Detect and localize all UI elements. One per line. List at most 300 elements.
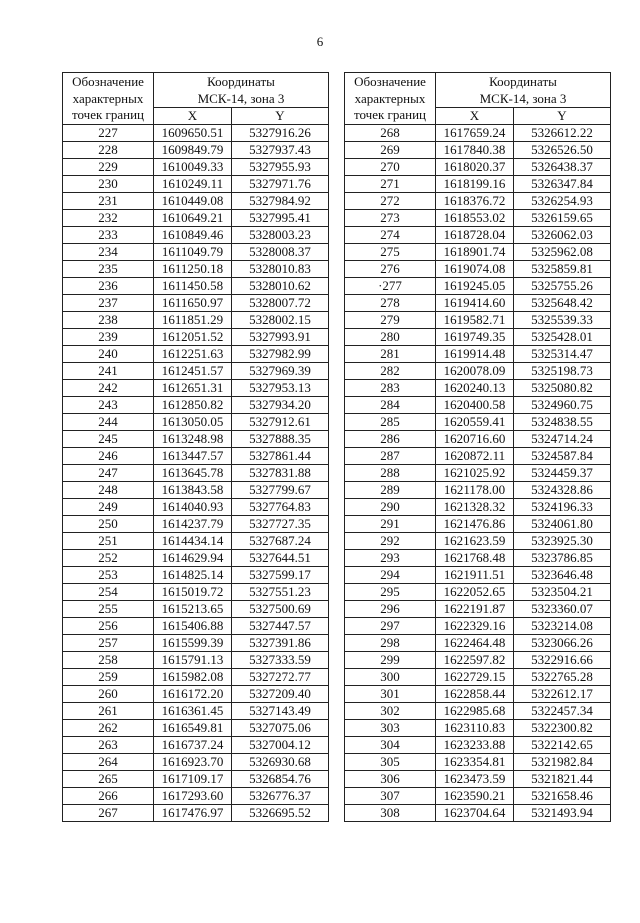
y-coordinate-cell: 5328010.83 — [232, 261, 329, 278]
page-number: 6 — [316, 34, 324, 49]
x-coordinate-cell: 1621911.51 — [436, 567, 514, 584]
y-coordinate-cell: 5327995.41 — [232, 210, 329, 227]
header-coords-line: МСК-14, зона 3 — [479, 90, 567, 106]
table-row — [345, 550, 611, 567]
x-coordinate-cell: 1616172.20 — [154, 686, 232, 703]
x-coordinate-cell: 1613050.05 — [154, 414, 232, 431]
y-coordinate-cell: 5327687.24 — [232, 533, 329, 550]
y-coordinate-cell: 5321493.94 — [514, 805, 611, 822]
x-coordinate-cell: 1613843.58 — [154, 482, 232, 499]
table-row — [345, 244, 611, 261]
table-row — [63, 380, 329, 397]
y-coordinate-cell: 5326930.68 — [232, 754, 329, 771]
x-coordinate-cell: 1613248.98 — [154, 431, 232, 448]
y-coordinate-cell: 5327993.91 — [232, 329, 329, 346]
x-coordinate-cell: 1618553.02 — [436, 210, 514, 227]
point-id-cell: 276 — [345, 261, 436, 278]
header-label-line: характерных — [72, 90, 144, 106]
y-coordinate-cell: 5327004.12 — [232, 737, 329, 754]
x-coordinate-cell: 1619749.35 — [436, 329, 514, 346]
table-row — [345, 584, 611, 601]
table-body — [345, 125, 611, 822]
table-row — [63, 618, 329, 635]
x-coordinate-cell: 1610449.08 — [154, 193, 232, 210]
y-coordinate-cell: 5321658.46 — [514, 788, 611, 805]
x-coordinate-cell: 1621623.59 — [436, 533, 514, 550]
y-coordinate-cell: 5327934.20 — [232, 397, 329, 414]
y-coordinate-cell: 5328003.23 — [232, 227, 329, 244]
table-row — [63, 278, 329, 295]
table-row — [63, 414, 329, 431]
point-id-cell: 291 — [345, 516, 436, 533]
point-id-cell: 262 — [63, 720, 154, 737]
table-row — [345, 533, 611, 550]
header-label-line: Обозначение — [72, 74, 144, 89]
y-coordinate-cell: 5327953.13 — [232, 380, 329, 397]
x-coordinate-cell: 1617109.17 — [154, 771, 232, 788]
table-row — [345, 788, 611, 805]
point-id-cell: 307 — [345, 788, 436, 805]
point-id-cell: 274 — [345, 227, 436, 244]
table-body — [63, 125, 329, 822]
y-coordinate-cell: 5327333.59 — [232, 652, 329, 669]
x-coordinate-cell: 1609650.51 — [154, 125, 232, 142]
table-row — [345, 363, 611, 380]
point-id-cell: 252 — [63, 550, 154, 567]
table-row — [345, 448, 611, 465]
table-row — [345, 312, 611, 329]
x-coordinate-cell: 1622052.65 — [436, 584, 514, 601]
point-id-cell: 269 — [345, 142, 436, 159]
table-row — [345, 346, 611, 363]
point-id-cell: 234 — [63, 244, 154, 261]
point-id-cell: 237 — [63, 295, 154, 312]
point-id-cell: 273 — [345, 210, 436, 227]
y-coordinate-cell: 5321821.44 — [514, 771, 611, 788]
table-row — [63, 703, 329, 720]
y-coordinate-cell: 5327447.57 — [232, 618, 329, 635]
point-id-cell: 227 — [63, 125, 154, 142]
y-coordinate-cell: 5326695.52 — [232, 805, 329, 822]
table-row — [345, 261, 611, 278]
y-coordinate-cell: 5327272.77 — [232, 669, 329, 686]
x-coordinate-cell: 1616549.81 — [154, 720, 232, 737]
point-id-cell: 264 — [63, 754, 154, 771]
table-row — [63, 601, 329, 618]
x-coordinate-cell: 1621768.48 — [436, 550, 514, 567]
y-coordinate-cell: 5324196.33 — [514, 499, 611, 516]
y-coordinate-cell: 5324587.84 — [514, 448, 611, 465]
header-coords-line: Координаты — [489, 74, 557, 89]
table-row — [345, 669, 611, 686]
table-row — [63, 516, 329, 533]
table-row — [345, 176, 611, 193]
table-row — [63, 720, 329, 737]
y-coordinate-cell: 5325755.26 — [514, 278, 611, 295]
table-row — [63, 193, 329, 210]
y-coordinate-cell: 5326612.22 — [514, 125, 611, 142]
header-label-line: характерных — [354, 90, 426, 106]
y-coordinate-cell: 5323646.48 — [514, 567, 611, 584]
point-id-cell: 235 — [63, 261, 154, 278]
table-row — [63, 312, 329, 329]
x-coordinate-cell: 1615213.65 — [154, 601, 232, 618]
x-coordinate-cell: 1621178.00 — [436, 482, 514, 499]
x-coordinate-cell: 1613447.57 — [154, 448, 232, 465]
table-row — [63, 737, 329, 754]
coordinates-header — [436, 73, 611, 108]
y-coordinate-cell: 5324459.37 — [514, 465, 611, 482]
point-id-cell: 287 — [345, 448, 436, 465]
x-coordinate-cell: 1615982.08 — [154, 669, 232, 686]
y-coordinate-cell: 5328002.15 — [232, 312, 329, 329]
point-id-cell: 249 — [63, 499, 154, 516]
x-coordinate-cell: 1610249.11 — [154, 176, 232, 193]
point-id-cell: 272 — [345, 193, 436, 210]
point-id-cell: 300 — [345, 669, 436, 686]
x-coordinate-cell: 1619582.71 — [436, 312, 514, 329]
point-id-cell: 280 — [345, 329, 436, 346]
point-id-cell: 255 — [63, 601, 154, 618]
table-row — [345, 380, 611, 397]
table-row — [63, 686, 329, 703]
coordinates-table-right — [344, 72, 611, 822]
point-id-cell: 290 — [345, 499, 436, 516]
table-row — [63, 159, 329, 176]
x-coordinate-cell: 1619914.48 — [436, 346, 514, 363]
header-coords-line: Координаты — [207, 74, 275, 89]
table-row — [345, 805, 611, 822]
x-coordinate-cell: 1623233.88 — [436, 737, 514, 754]
point-id-cell: 259 — [63, 669, 154, 686]
point-id-cell: 286 — [345, 431, 436, 448]
x-coordinate-cell: 1610049.33 — [154, 159, 232, 176]
y-coordinate-cell: 5324061.80 — [514, 516, 611, 533]
y-coordinate-cell: 5327916.26 — [232, 125, 329, 142]
x-coordinate-cell: 1615406.88 — [154, 618, 232, 635]
point-id-cell: 284 — [345, 397, 436, 414]
table-row — [345, 635, 611, 652]
point-id-cell: 308 — [345, 805, 436, 822]
y-coordinate-cell: 5327912.61 — [232, 414, 329, 431]
point-id-cell: 292 — [345, 533, 436, 550]
header-label-line: точек границ — [71, 107, 145, 122]
table-row — [345, 482, 611, 499]
x-column-header: X — [154, 108, 232, 125]
point-id-cell: 265 — [63, 771, 154, 788]
point-id-cell: 253 — [63, 567, 154, 584]
point-id-cell: 288 — [345, 465, 436, 482]
x-coordinate-cell: 1618901.74 — [436, 244, 514, 261]
point-id-cell: 240 — [63, 346, 154, 363]
x-coordinate-cell: 1622329.16 — [436, 618, 514, 635]
point-id-cell: 306 — [345, 771, 436, 788]
point-id-cell: 246 — [63, 448, 154, 465]
table-row — [63, 346, 329, 363]
table-row — [345, 567, 611, 584]
x-coordinate-cell: 1612251.63 — [154, 346, 232, 363]
point-id-cell: 263 — [63, 737, 154, 754]
x-coordinate-cell: 1612051.52 — [154, 329, 232, 346]
y-column-header: Y — [232, 108, 329, 125]
point-id-cell: 301 — [345, 686, 436, 703]
x-coordinate-cell: 1610849.46 — [154, 227, 232, 244]
y-coordinate-cell: 5322916.66 — [514, 652, 611, 669]
point-id-cell: 236 — [63, 278, 154, 295]
y-coordinate-cell: 5327984.92 — [232, 193, 329, 210]
table-row — [63, 584, 329, 601]
x-coordinate-cell: 1612850.82 — [154, 397, 232, 414]
table-row — [345, 737, 611, 754]
table-row — [63, 635, 329, 652]
point-id-cell: 278 — [345, 295, 436, 312]
x-coordinate-cell: 1619074.08 — [436, 261, 514, 278]
x-coordinate-cell: 1617840.38 — [436, 142, 514, 159]
point-id-cell: 230 — [63, 176, 154, 193]
y-coordinate-cell: 5323214.08 — [514, 618, 611, 635]
table-row — [345, 499, 611, 516]
x-coordinate-cell: 1614237.79 — [154, 516, 232, 533]
point-id-cell: 271 — [345, 176, 436, 193]
x-coordinate-cell: 1612451.57 — [154, 363, 232, 380]
x-coordinate-cell: 1620078.09 — [436, 363, 514, 380]
point-id-cell: 254 — [63, 584, 154, 601]
table-row — [63, 805, 329, 822]
x-coordinate-cell: 1621025.92 — [436, 465, 514, 482]
x-coordinate-cell: 1609849.79 — [154, 142, 232, 159]
y-coordinate-cell: 5327831.88 — [232, 465, 329, 482]
y-coordinate-cell: 5323066.26 — [514, 635, 611, 652]
point-id-cell: 231 — [63, 193, 154, 210]
x-coordinate-cell: 1614434.14 — [154, 533, 232, 550]
point-id-cell: 275 — [345, 244, 436, 261]
x-coordinate-cell: 1621328.32 — [436, 499, 514, 516]
table-row — [63, 397, 329, 414]
y-coordinate-cell: 5327644.51 — [232, 550, 329, 567]
y-coordinate-cell: 5323786.85 — [514, 550, 611, 567]
y-coordinate-cell: 5326254.93 — [514, 193, 611, 210]
table-row — [345, 397, 611, 414]
y-coordinate-cell: 5325080.82 — [514, 380, 611, 397]
point-id-cell: 303 — [345, 720, 436, 737]
table-row — [345, 414, 611, 431]
y-coordinate-cell: 5327727.35 — [232, 516, 329, 533]
table-row — [345, 601, 611, 618]
y-coordinate-cell: 5327500.69 — [232, 601, 329, 618]
y-coordinate-cell: 5327982.99 — [232, 346, 329, 363]
point-id-cell: 247 — [63, 465, 154, 482]
y-coordinate-cell: 5327937.43 — [232, 142, 329, 159]
y-coordinate-cell: 5325859.81 — [514, 261, 611, 278]
table-row — [345, 465, 611, 482]
point-id-cell: 289 — [345, 482, 436, 499]
point-id-cell: 244 — [63, 414, 154, 431]
table-row — [345, 516, 611, 533]
x-coordinate-cell: 1615599.39 — [154, 635, 232, 652]
x-coordinate-cell: 1616361.45 — [154, 703, 232, 720]
y-coordinate-cell: 5328008.37 — [232, 244, 329, 261]
table-row — [345, 652, 611, 669]
table-row — [63, 567, 329, 584]
table-row — [63, 125, 329, 142]
table-row — [345, 686, 611, 703]
x-coordinate-cell: 1623473.59 — [436, 771, 514, 788]
point-id-cell: 232 — [63, 210, 154, 227]
y-coordinate-cell: 5326526.50 — [514, 142, 611, 159]
x-coordinate-cell: 1622597.82 — [436, 652, 514, 669]
point-id-cell: ·277 — [345, 278, 436, 295]
y-coordinate-cell: 5327969.39 — [232, 363, 329, 380]
x-coordinate-cell: 1622191.87 — [436, 601, 514, 618]
y-coordinate-cell: 5327391.86 — [232, 635, 329, 652]
point-label-header — [345, 73, 436, 125]
x-coordinate-cell: 1616737.24 — [154, 737, 232, 754]
x-coordinate-cell: 1611049.79 — [154, 244, 232, 261]
table-row — [345, 720, 611, 737]
point-id-cell: 302 — [345, 703, 436, 720]
point-id-cell: 243 — [63, 397, 154, 414]
x-coordinate-cell: 1615019.72 — [154, 584, 232, 601]
table-row — [345, 193, 611, 210]
table-row — [63, 363, 329, 380]
x-coordinate-cell: 1614629.94 — [154, 550, 232, 567]
point-id-cell: 285 — [345, 414, 436, 431]
point-id-cell: 238 — [63, 312, 154, 329]
x-coordinate-cell: 1622985.68 — [436, 703, 514, 720]
table-row — [345, 227, 611, 244]
x-coordinate-cell: 1611851.29 — [154, 312, 232, 329]
point-id-cell: 239 — [63, 329, 154, 346]
table-row — [63, 261, 329, 278]
table-row — [63, 329, 329, 346]
x-coordinate-cell: 1621476.86 — [436, 516, 514, 533]
point-id-cell: 304 — [345, 737, 436, 754]
x-coordinate-cell: 1619414.60 — [436, 295, 514, 312]
table-row — [63, 652, 329, 669]
x-coordinate-cell: 1620716.60 — [436, 431, 514, 448]
table-row — [63, 788, 329, 805]
x-coordinate-cell: 1623704.64 — [436, 805, 514, 822]
y-coordinate-cell: 5324714.24 — [514, 431, 611, 448]
point-id-cell: 261 — [63, 703, 154, 720]
y-coordinate-cell: 5322457.34 — [514, 703, 611, 720]
y-coordinate-cell: 5324328.86 — [514, 482, 611, 499]
y-coordinate-cell: 5326854.76 — [232, 771, 329, 788]
y-coordinate-cell: 5325314.47 — [514, 346, 611, 363]
y-coordinate-cell: 5327888.35 — [232, 431, 329, 448]
point-id-cell: 256 — [63, 618, 154, 635]
header-coords-line: МСК-14, зона 3 — [197, 90, 285, 106]
table-row — [345, 703, 611, 720]
table-row — [345, 771, 611, 788]
x-coordinate-cell: 1620400.58 — [436, 397, 514, 414]
point-id-cell: 258 — [63, 652, 154, 669]
coordinates-table-left — [62, 72, 329, 822]
y-coordinate-cell: 5322765.28 — [514, 669, 611, 686]
y-coordinate-cell: 5327971.76 — [232, 176, 329, 193]
table-row — [63, 295, 329, 312]
y-coordinate-cell: 5322300.82 — [514, 720, 611, 737]
table-row — [63, 244, 329, 261]
point-id-cell: 283 — [345, 380, 436, 397]
x-coordinate-cell: 1617659.24 — [436, 125, 514, 142]
y-coordinate-cell: 5326776.37 — [232, 788, 329, 805]
x-coordinate-cell: 1623354.81 — [436, 754, 514, 771]
y-coordinate-cell: 5325648.42 — [514, 295, 611, 312]
table-row — [63, 176, 329, 193]
x-coordinate-cell: 1615791.13 — [154, 652, 232, 669]
table-row — [63, 499, 329, 516]
point-id-cell: 295 — [345, 584, 436, 601]
point-id-cell: 268 — [345, 125, 436, 142]
point-label-header — [63, 73, 154, 125]
y-coordinate-cell: 5327075.06 — [232, 720, 329, 737]
table-row — [345, 431, 611, 448]
point-id-cell: 298 — [345, 635, 436, 652]
x-coordinate-cell: 1614825.14 — [154, 567, 232, 584]
x-coordinate-cell: 1620559.41 — [436, 414, 514, 431]
table-row — [345, 159, 611, 176]
y-coordinate-cell: 5326347.84 — [514, 176, 611, 193]
y-coordinate-cell: 5327764.83 — [232, 499, 329, 516]
x-coordinate-cell: 1617476.97 — [154, 805, 232, 822]
y-coordinate-cell: 5326062.03 — [514, 227, 611, 244]
y-coordinate-cell: 5323925.30 — [514, 533, 611, 550]
y-coordinate-cell: 5321982.84 — [514, 754, 611, 771]
x-coordinate-cell: 1619245.05 — [436, 278, 514, 295]
point-id-cell: 293 — [345, 550, 436, 567]
point-id-cell: 260 — [63, 686, 154, 703]
x-column-header: X — [436, 108, 514, 125]
point-id-cell: 267 — [63, 805, 154, 822]
point-id-cell: 305 — [345, 754, 436, 771]
x-coordinate-cell: 1622729.15 — [436, 669, 514, 686]
y-coordinate-cell: 5324960.75 — [514, 397, 611, 414]
x-coordinate-cell: 1618199.16 — [436, 176, 514, 193]
y-coordinate-cell: 5325428.01 — [514, 329, 611, 346]
table-row — [345, 125, 611, 142]
x-coordinate-cell: 1617293.60 — [154, 788, 232, 805]
y-coordinate-cell: 5327209.40 — [232, 686, 329, 703]
point-id-cell: 266 — [63, 788, 154, 805]
y-coordinate-cell: 5322612.17 — [514, 686, 611, 703]
y-coordinate-cell: 5328007.72 — [232, 295, 329, 312]
x-coordinate-cell: 1618728.04 — [436, 227, 514, 244]
x-coordinate-cell: 1611650.97 — [154, 295, 232, 312]
point-id-cell: 242 — [63, 380, 154, 397]
point-id-cell: 294 — [345, 567, 436, 584]
point-id-cell: 279 — [345, 312, 436, 329]
x-coordinate-cell: 1611250.18 — [154, 261, 232, 278]
point-id-cell: 281 — [345, 346, 436, 363]
coordinates-header — [154, 73, 329, 108]
x-coordinate-cell: 1622858.44 — [436, 686, 514, 703]
x-coordinate-cell: 1622464.48 — [436, 635, 514, 652]
y-coordinate-cell: 5325198.73 — [514, 363, 611, 380]
x-coordinate-cell: 1613645.78 — [154, 465, 232, 482]
point-id-cell: 270 — [345, 159, 436, 176]
table-row — [63, 482, 329, 499]
point-id-cell: 229 — [63, 159, 154, 176]
table-row — [345, 618, 611, 635]
table-row — [345, 754, 611, 771]
point-id-cell: 296 — [345, 601, 436, 618]
table-row — [63, 550, 329, 567]
table-row — [63, 210, 329, 227]
x-coordinate-cell: 1611450.58 — [154, 278, 232, 295]
table-row — [63, 754, 329, 771]
point-id-cell: 233 — [63, 227, 154, 244]
